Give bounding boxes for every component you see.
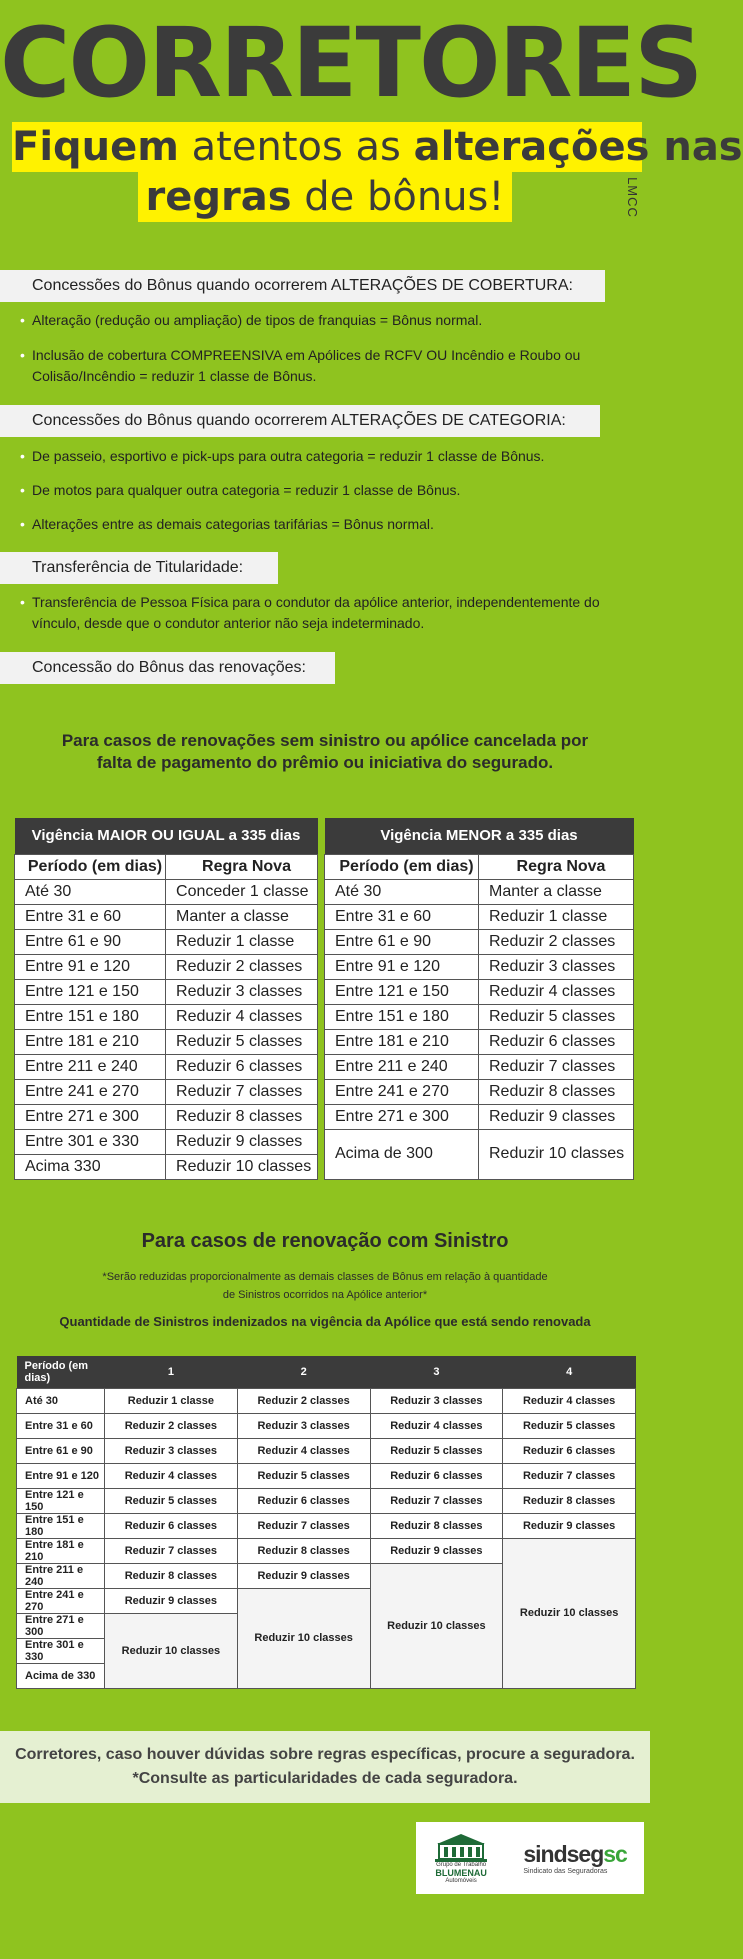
table-cell: Conceder 1 classe bbox=[166, 879, 318, 904]
table-cell: Entre 181 e 210 bbox=[325, 1029, 479, 1054]
sinistro-subtitle: Quantidade de Sinistros indenizados na vigência da Apólice que está sendo renovada bbox=[59, 1314, 591, 1329]
table-cell: Reduzir 7 classes bbox=[479, 1054, 634, 1079]
hero bbox=[0, 0, 702, 119]
table-cell: Entre 61 e 90 bbox=[325, 929, 479, 954]
period-cell: Entre 211 e 240 bbox=[17, 1563, 105, 1588]
period-cell: Entre 91 e 120 bbox=[17, 1463, 105, 1488]
table-row bbox=[325, 929, 634, 954]
table-row bbox=[15, 1079, 318, 1104]
rule-cell: Reduzir 6 classes bbox=[370, 1463, 503, 1488]
column-header: 2 bbox=[237, 1356, 370, 1388]
section-categoria-title: Concessões do Bônus quando ocorrerem ALTERAÇÕES DE CATEGORIA: bbox=[0, 405, 600, 437]
signature: LMCC bbox=[624, 177, 640, 218]
table-cell: Entre 151 e 180 bbox=[325, 1004, 479, 1029]
rule-cell: Reduzir 9 classes bbox=[237, 1563, 370, 1588]
table-row bbox=[15, 1154, 318, 1179]
rule-cell: Reduzir 6 classes bbox=[105, 1513, 238, 1538]
table-cell: Reduzir 3 classes bbox=[479, 954, 634, 979]
list-item: • Transferência de Pessoa Física para o condutor da apólice anterior, independentemente do vínculo, desde que o condutor anterior não seja indeterminado. bbox=[22, 592, 632, 634]
table-cell: Reduzir 8 classes bbox=[479, 1079, 634, 1104]
table-cell: Reduzir 2 classes bbox=[479, 929, 634, 954]
rule-cell: Reduzir 6 classes bbox=[503, 1438, 636, 1463]
table-row bbox=[15, 929, 318, 954]
table-row bbox=[15, 1129, 318, 1154]
rule-cell: Reduzir 6 classes bbox=[237, 1488, 370, 1513]
table-cell: Manter a classe bbox=[166, 904, 318, 929]
building-icon bbox=[433, 1832, 489, 1862]
column-header: 3 bbox=[370, 1356, 503, 1388]
table-cell: Reduzir 3 classes bbox=[166, 979, 318, 1004]
rule-cell: Reduzir 5 classes bbox=[105, 1488, 238, 1513]
list-item: • Alterações entre as demais categorias tarifárias = Bônus normal. bbox=[22, 514, 632, 535]
table-cell: Reduzir 9 classes bbox=[166, 1129, 318, 1154]
table-cell: Entre 31 e 60 bbox=[15, 904, 166, 929]
period-cell: Entre 151 e 180 bbox=[17, 1513, 105, 1538]
column-header: Regra Nova bbox=[166, 854, 318, 879]
table-cell: Manter a classe bbox=[479, 879, 634, 904]
rule-cell: Reduzir 5 classes bbox=[237, 1463, 370, 1488]
table-cell: Entre 211 e 240 bbox=[325, 1054, 479, 1079]
list-item: • Alteração (redução ou ampliação) de tipos de franquias = Bônus normal. bbox=[22, 310, 632, 331]
table-row bbox=[17, 1388, 636, 1413]
rule-cell: Reduzir 3 classes bbox=[237, 1413, 370, 1438]
table-row bbox=[17, 1413, 636, 1438]
table-cell: Reduzir 9 classes bbox=[479, 1104, 634, 1129]
rule-cell: Reduzir 1 classe bbox=[105, 1388, 238, 1413]
section-cobertura-title: Concessões do Bônus quando ocorrerem ALTERAÇÕES DE COBERTURA: bbox=[0, 270, 605, 302]
rule-cell: Reduzir 10 classes bbox=[105, 1613, 238, 1688]
table-cell: Reduzir 6 classes bbox=[166, 1054, 318, 1079]
page-title: CORRETORES bbox=[0, 7, 702, 119]
table-vigencia-menor bbox=[324, 818, 634, 1180]
table-cell: Reduzir 1 classe bbox=[479, 904, 634, 929]
table-cell: Acima de 300 bbox=[325, 1129, 479, 1179]
table-cell: Reduzir 6 classes bbox=[479, 1029, 634, 1054]
rule-cell: Reduzir 2 classes bbox=[237, 1388, 370, 1413]
rule-cell: Reduzir 2 classes bbox=[105, 1413, 238, 1438]
table-row bbox=[15, 879, 318, 904]
rule-cell: Reduzir 9 classes bbox=[503, 1513, 636, 1538]
rule-cell: Reduzir 4 classes bbox=[370, 1413, 503, 1438]
table-cell: Reduzir 8 classes bbox=[166, 1104, 318, 1129]
table-row bbox=[15, 979, 318, 1004]
table-cell: Entre 181 e 210 bbox=[15, 1029, 166, 1054]
table-cell: Acima 330 bbox=[15, 1154, 166, 1179]
column-header: 4 bbox=[503, 1356, 636, 1388]
table-cell: Entre 61 e 90 bbox=[15, 929, 166, 954]
rule-cell: Reduzir 5 classes bbox=[503, 1413, 636, 1438]
table-cell: Entre 151 e 180 bbox=[15, 1004, 166, 1029]
rule-cell: Reduzir 10 classes bbox=[503, 1538, 636, 1688]
table-title: Vigência MAIOR OU IGUAL a 335 dias bbox=[15, 818, 318, 854]
table-cell: Entre 271 e 300 bbox=[325, 1104, 479, 1129]
column-header: 1 bbox=[105, 1356, 238, 1388]
table-row bbox=[15, 954, 318, 979]
section-renovacoes-title: Concessão do Bônus das renovações: bbox=[0, 652, 335, 684]
rule-cell: Reduzir 4 classes bbox=[503, 1388, 636, 1413]
sindsegsc-logo: sindsegsc Sindicato das Seguradoras bbox=[523, 1841, 627, 1875]
table-row bbox=[325, 1004, 634, 1029]
rule-cell: Reduzir 4 classes bbox=[237, 1438, 370, 1463]
table-cell: Reduzir 4 classes bbox=[166, 1004, 318, 1029]
table-cell: Reduzir 7 classes bbox=[166, 1079, 318, 1104]
rule-cell: Reduzir 7 classes bbox=[370, 1488, 503, 1513]
table-cell: Reduzir 10 classes bbox=[166, 1154, 318, 1179]
period-cell: Entre 271 e 300 bbox=[17, 1613, 105, 1638]
table-row bbox=[17, 1463, 636, 1488]
period-cell: Acima de 330 bbox=[17, 1663, 105, 1688]
table-cell: Entre 91 e 120 bbox=[325, 954, 479, 979]
column-header: Regra Nova bbox=[479, 854, 634, 879]
sponsor-logos bbox=[416, 1822, 644, 1894]
table-cell: Entre 121 e 150 bbox=[15, 979, 166, 1004]
rule-cell: Reduzir 7 classes bbox=[503, 1463, 636, 1488]
table-cell: Entre 211 e 240 bbox=[15, 1054, 166, 1079]
footer-line-1: Corretores, caso houver dúvidas sobre regras específicas, procure a seguradora. bbox=[15, 1746, 635, 1763]
footer-banner bbox=[0, 1731, 650, 1803]
table-header-row bbox=[17, 1356, 636, 1388]
table-cell: Entre 241 e 270 bbox=[15, 1079, 166, 1104]
table-row bbox=[325, 954, 634, 979]
table-cell: Até 30 bbox=[325, 879, 479, 904]
period-cell: Entre 61 e 90 bbox=[17, 1438, 105, 1463]
table-row bbox=[325, 904, 634, 929]
table-cell: Reduzir 4 classes bbox=[479, 979, 634, 1004]
table-row bbox=[17, 1438, 636, 1463]
table-cell: Reduzir 1 classe bbox=[166, 929, 318, 954]
table-cell: Entre 241 e 270 bbox=[325, 1079, 479, 1104]
rule-cell: Reduzir 7 classes bbox=[105, 1538, 238, 1563]
rule-cell: Reduzir 9 classes bbox=[370, 1538, 503, 1563]
table-vigencia-maior bbox=[14, 818, 318, 1180]
column-header: Período (em dias) bbox=[17, 1356, 105, 1388]
table-row bbox=[325, 1054, 634, 1079]
sinistro-note-1: *Serão reduzidas proporcionalmente as demais classes de Bônus em relação à quantidade bbox=[102, 1271, 548, 1283]
table-cell: Até 30 bbox=[15, 879, 166, 904]
sinistro-title: Para casos de renovação com Sinistro bbox=[141, 1230, 509, 1252]
table-cell: Entre 271 e 300 bbox=[15, 1104, 166, 1129]
table-row bbox=[15, 1054, 318, 1079]
table-row bbox=[15, 1004, 318, 1029]
table-cell: Reduzir 2 classes bbox=[166, 954, 318, 979]
table-sinistro bbox=[16, 1356, 636, 1689]
period-cell: Até 30 bbox=[17, 1388, 105, 1413]
table-row bbox=[325, 979, 634, 1004]
table-row bbox=[325, 1104, 634, 1129]
list-item: • De motos para qualquer outra categoria = reduzir 1 classe de Bônus. bbox=[22, 480, 632, 501]
footer-line-2: *Consulte as particularidades de cada seguradora. bbox=[132, 1770, 518, 1787]
column-header: Período (em dias) bbox=[325, 854, 479, 879]
gt-blumenau-logo: Grupo de Trabalho BLUMENAU Automóveis bbox=[433, 1832, 489, 1884]
column-header: Período (em dias) bbox=[15, 854, 166, 879]
table-title: Vigência MENOR a 335 dias bbox=[325, 818, 634, 854]
table-row bbox=[17, 1538, 636, 1563]
table-cell: Entre 301 e 330 bbox=[15, 1129, 166, 1154]
table-row bbox=[325, 1079, 634, 1104]
table-cell: Reduzir 10 classes bbox=[479, 1129, 634, 1179]
headline-line-2: regras de bônus! bbox=[138, 172, 512, 222]
period-cell: Entre 121 e 150 bbox=[17, 1488, 105, 1513]
rule-cell: Reduzir 10 classes bbox=[237, 1588, 370, 1688]
period-cell: Entre 181 e 210 bbox=[17, 1538, 105, 1563]
table-cell: Entre 31 e 60 bbox=[325, 904, 479, 929]
period-cell: Entre 301 e 330 bbox=[17, 1638, 105, 1663]
table-row bbox=[15, 904, 318, 929]
period-cell: Entre 31 e 60 bbox=[17, 1413, 105, 1438]
table-row bbox=[325, 1029, 634, 1054]
rule-cell: Reduzir 7 classes bbox=[237, 1513, 370, 1538]
rule-cell: Reduzir 8 classes bbox=[370, 1513, 503, 1538]
renovacoes-intro: Para casos de renovações sem sinistro ou apólice cancelada por falta de pagamento do prêmio ou iniciativa do segurado. bbox=[61, 731, 589, 772]
rule-cell: Reduzir 5 classes bbox=[370, 1438, 503, 1463]
list-item: • Inclusão de cobertura COMPREENSIVA em Apólices de RCFV OU Incêndio e Roubo ou Colisão/Incêndio = reduzir 1 classe de Bônus. bbox=[22, 345, 632, 387]
rule-cell: Reduzir 8 classes bbox=[237, 1538, 370, 1563]
table-row bbox=[17, 1513, 636, 1538]
table-row bbox=[17, 1488, 636, 1513]
list-item: • De passeio, esportivo e pick-ups para outra categoria = reduzir 1 classe de Bônus. bbox=[22, 446, 632, 467]
rule-cell: Reduzir 3 classes bbox=[370, 1388, 503, 1413]
table-row bbox=[15, 1104, 318, 1129]
table-row bbox=[15, 1029, 318, 1054]
table-cell: Entre 91 e 120 bbox=[15, 954, 166, 979]
rule-cell: Reduzir 9 classes bbox=[105, 1588, 238, 1613]
rule-cell: Reduzir 8 classes bbox=[503, 1488, 636, 1513]
period-cell: Entre 241 e 270 bbox=[17, 1588, 105, 1613]
table-row bbox=[325, 1129, 634, 1179]
table-cell: Reduzir 5 classes bbox=[479, 1004, 634, 1029]
rule-cell: Reduzir 4 classes bbox=[105, 1463, 238, 1488]
sinistro-note-2: de Sinistros ocorridos na Apólice anterior* bbox=[222, 1289, 428, 1301]
table-cell: Reduzir 5 classes bbox=[166, 1029, 318, 1054]
rule-cell: Reduzir 8 classes bbox=[105, 1563, 238, 1588]
table-row bbox=[325, 879, 634, 904]
rule-cell: Reduzir 3 classes bbox=[105, 1438, 238, 1463]
headline-line-1: Fiquem atentos as alterações nas bbox=[12, 124, 743, 170]
rule-cell: Reduzir 10 classes bbox=[370, 1563, 503, 1688]
table-cell: Entre 121 e 150 bbox=[325, 979, 479, 1004]
section-titularidade-title: Transferência de Titularidade: bbox=[0, 552, 278, 584]
